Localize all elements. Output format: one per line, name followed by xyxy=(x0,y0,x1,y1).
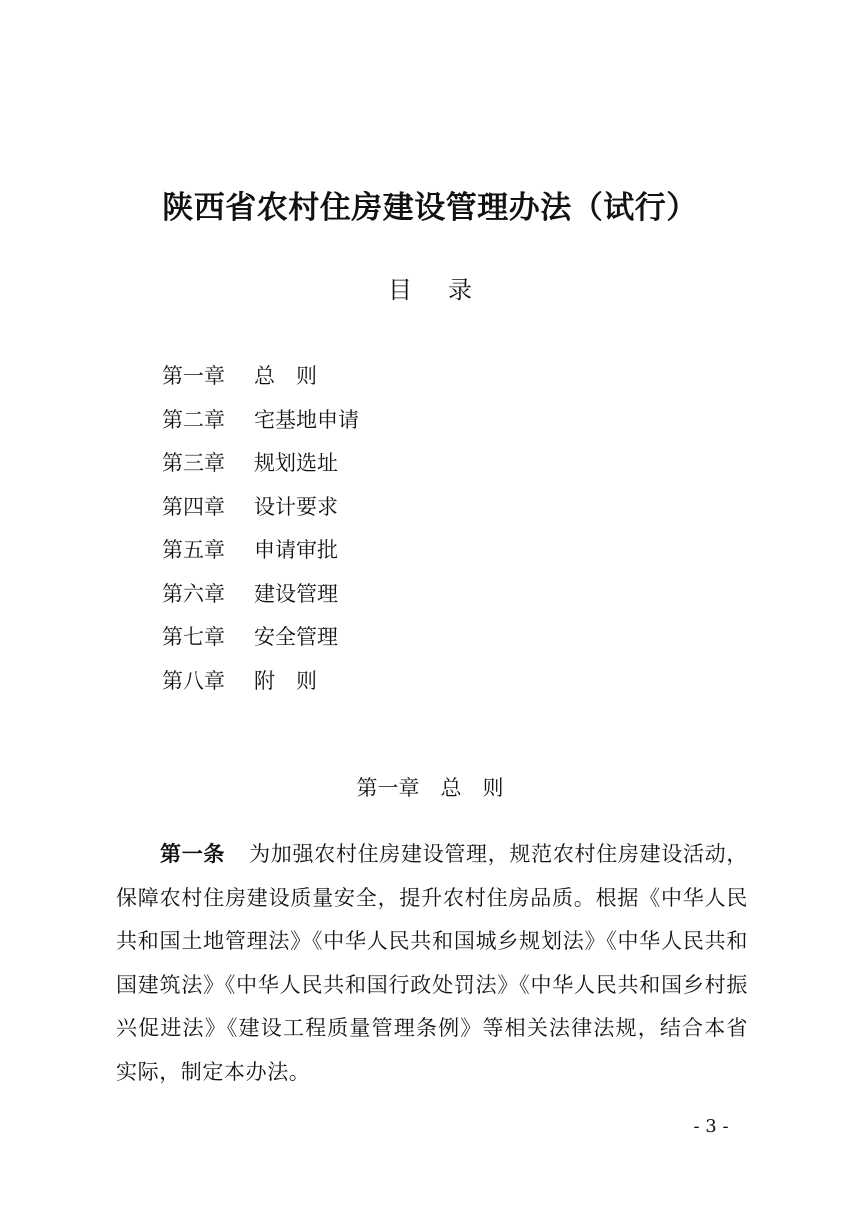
article-text: 为加强农村住房建设管理，规范农村住房建设活动，保障农村住房建设质量安全，提升农村住房品质。根据《中华人民共和国土地管理法》《中华人民共和国城乡规划法》《中华人民共和国建筑法》《中华人民共和国行政处罚法》《中华人民共和国乡村振兴促进法》《建设工程质量管理条例》等相关法律法规，结合本省实际，制定本办法。 xyxy=(116,842,748,1084)
toc-chapter-number: 第七章 xyxy=(162,625,225,649)
toc-chapter-number: 第四章 xyxy=(162,494,225,519)
document-title: 陕西省农村住房建设管理办法（试行） xyxy=(162,190,698,226)
toc-chapter-number: 第三章 xyxy=(162,451,225,475)
chapter-heading: 第一章 总 则 xyxy=(356,776,504,800)
table-of-contents xyxy=(162,356,359,704)
toc-chapter-name: 规划选址 xyxy=(254,451,338,475)
toc-item xyxy=(162,617,359,661)
toc-item xyxy=(162,530,359,574)
toc-chapter-number: 第一章 xyxy=(162,364,225,388)
toc-chapter-name: 申请审批 xyxy=(254,538,338,562)
toc-chapter-number: 第二章 xyxy=(162,407,225,432)
toc-chapter-name: 建设管理 xyxy=(254,581,338,606)
toc-chapter-name: 总 则 xyxy=(254,364,317,388)
toc-item xyxy=(162,487,359,531)
toc-chapter-number: 第八章 xyxy=(162,668,225,693)
toc-item xyxy=(162,400,359,444)
toc-heading: 目录 xyxy=(388,276,508,304)
page-number: - 3 - xyxy=(693,1116,729,1137)
toc-chapter-number: 第六章 xyxy=(162,581,225,606)
toc-chapter-name: 宅基地申请 xyxy=(254,407,359,432)
toc-item xyxy=(162,661,359,705)
toc-chapter-name: 附 则 xyxy=(254,668,317,693)
toc-chapter-number: 第五章 xyxy=(162,538,225,562)
article-paragraph xyxy=(116,833,748,1094)
toc-item xyxy=(162,443,359,487)
article-number: 第一条 xyxy=(160,842,226,866)
toc-chapter-name: 设计要求 xyxy=(254,494,338,519)
toc-chapter-name: 安全管理 xyxy=(254,625,338,649)
toc-item xyxy=(162,356,359,400)
toc-item xyxy=(162,574,359,618)
